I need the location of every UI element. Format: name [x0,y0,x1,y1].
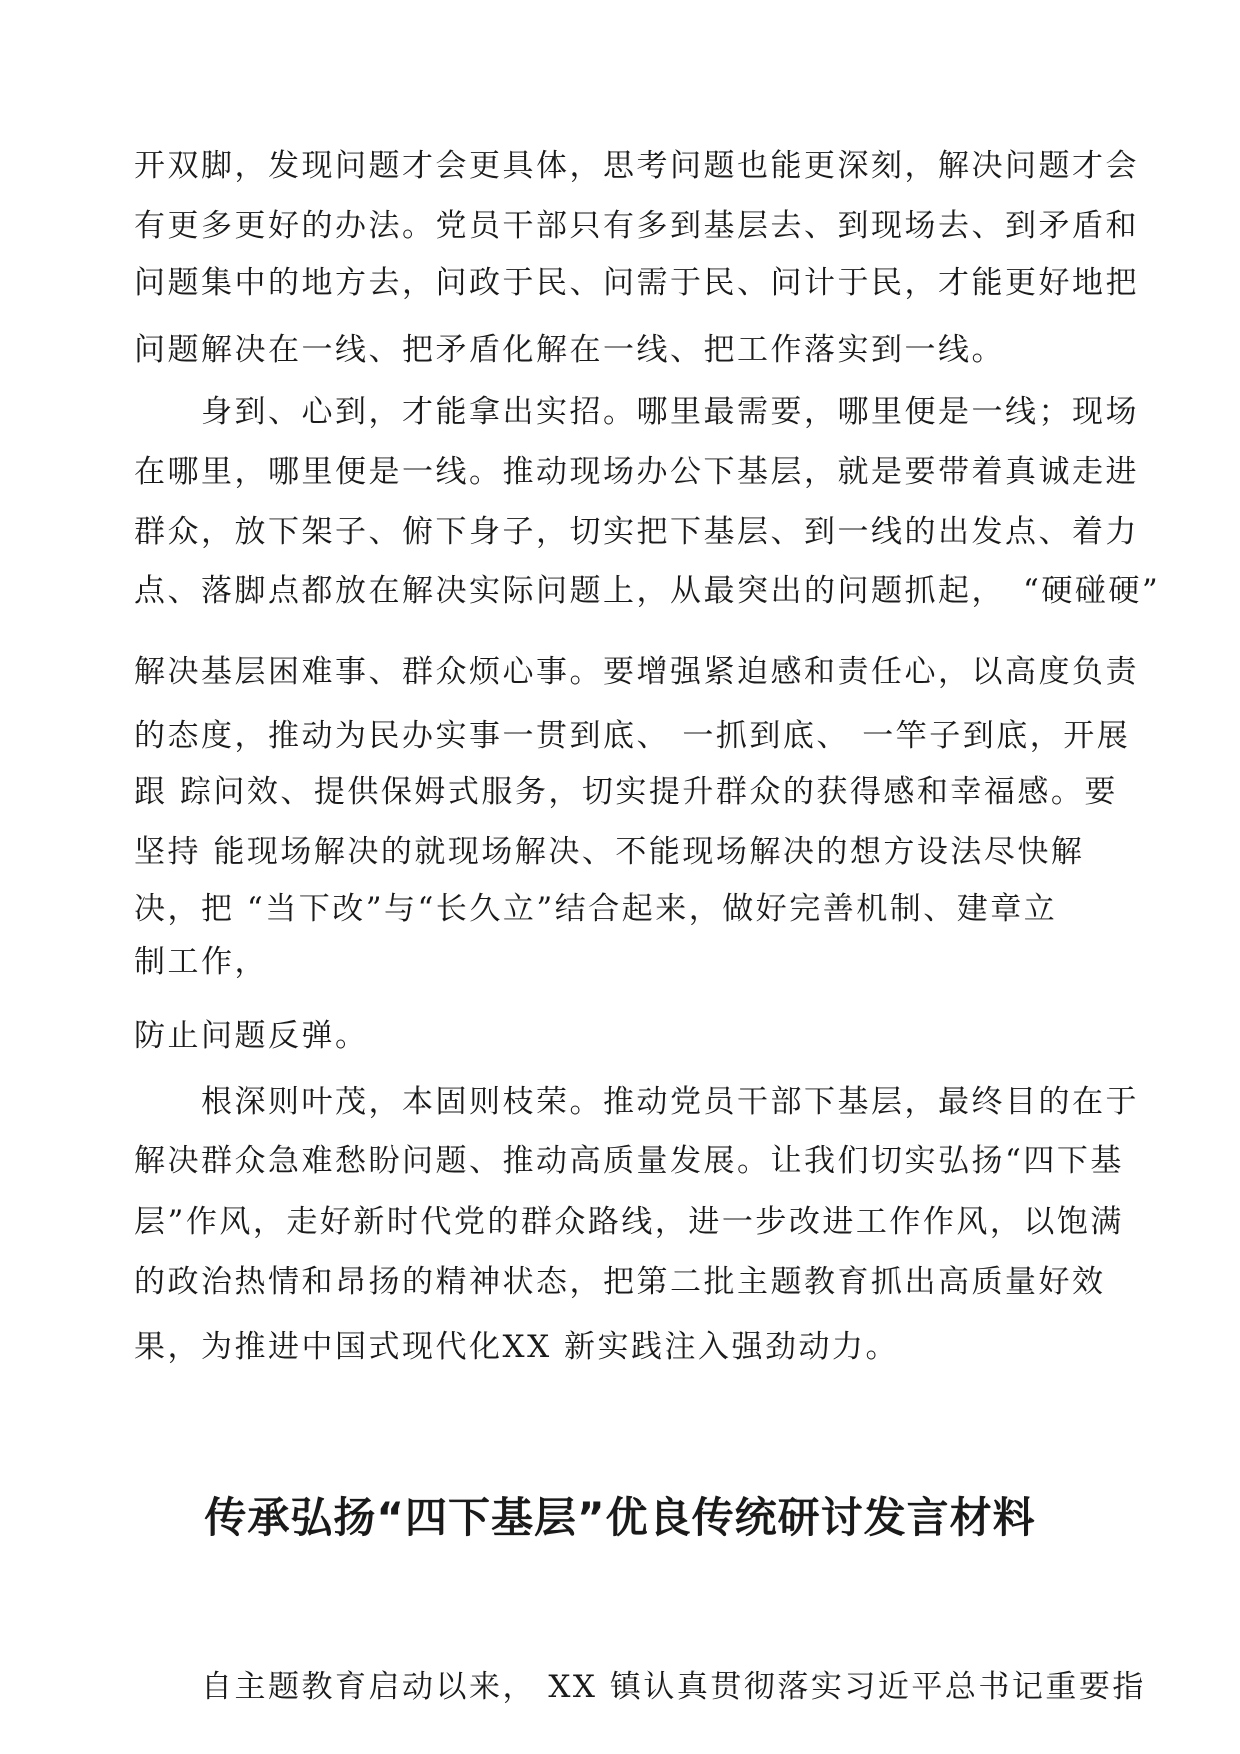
document-title: 传承弘扬“四下基层”优良传统研讨发言材料 [204,1493,1036,1542]
body-line: 防止问题反弹。 [134,1018,369,1054]
body-line: 点、落脚点都放在解决实际问题上，从最突出的问题抓起， “硬碰硬” [134,573,1161,609]
body-line: 的政治热情和昂扬的精神状态，把第二批主题教育抓出高质量好效 [134,1264,1106,1300]
body-line: 果，为推进中国式现代化XX 新实践注入强劲动力。 [134,1329,899,1365]
body-line: 问题集中的地方去，问政于民、问需于民、问计于民，才能更好地把 [134,265,1139,301]
body-line: 在哪里，哪里便是一线。推动现场办公下基层，就是要带着真诚走进 [134,454,1139,490]
body-line: 制工作， [134,944,268,980]
body-line: 坚持 能现场解决的就现场解决、不能现场解决的想方设法尽快解 [134,834,1085,870]
body-line: 解决基层困难事、群众烦心事。要增强紧迫感和责任心，以高度负责 [134,654,1139,690]
body-line: 根深则叶茂，本固则枝荣。推动党员干部下基层，最终目的在于 [134,1084,1139,1120]
body-line: 开双脚，发现问题才会更具体，思考问题也能更深刻，解决问题才会 [134,148,1139,184]
body-line: 决，把 “当下改”与“长久立”结合起来，做好完善机制、建章立 [134,891,1058,927]
body-line: 问题解决在一线、把矛盾化解在一线、把工作落实到一线。 [134,332,1005,368]
body-line: 有更多更好的办法。党员干部只有多到基层去、到现场去、到矛盾和 [134,208,1139,244]
body-line: 身到、心到，才能拿出实招。哪里最需要，哪里便是一线；现场 [134,394,1139,430]
body-line: 自主题教育启动以来， XX 镇认真贯彻落实习近平总书记重要指 [134,1669,1146,1705]
body-line: 跟 踪问效、提供保姆式服务，切实提升群众的获得感和幸福感。要 [134,774,1118,810]
body-line: 群众，放下架子、俯下身子，切实把下基层、到一线的出发点、着力 [134,514,1139,550]
body-line: 层”作风，走好新时代党的群众路线，进一步改进工作作风，以饱满 [134,1204,1124,1240]
body-line: 解决群众急难愁盼问题、推动高质量发展。让我们切实弘扬“四下基 [134,1143,1124,1179]
body-line: 的态度，推动为民办实事一贯到底、 一抓到底、 一竿子到底，开展 [134,718,1131,754]
